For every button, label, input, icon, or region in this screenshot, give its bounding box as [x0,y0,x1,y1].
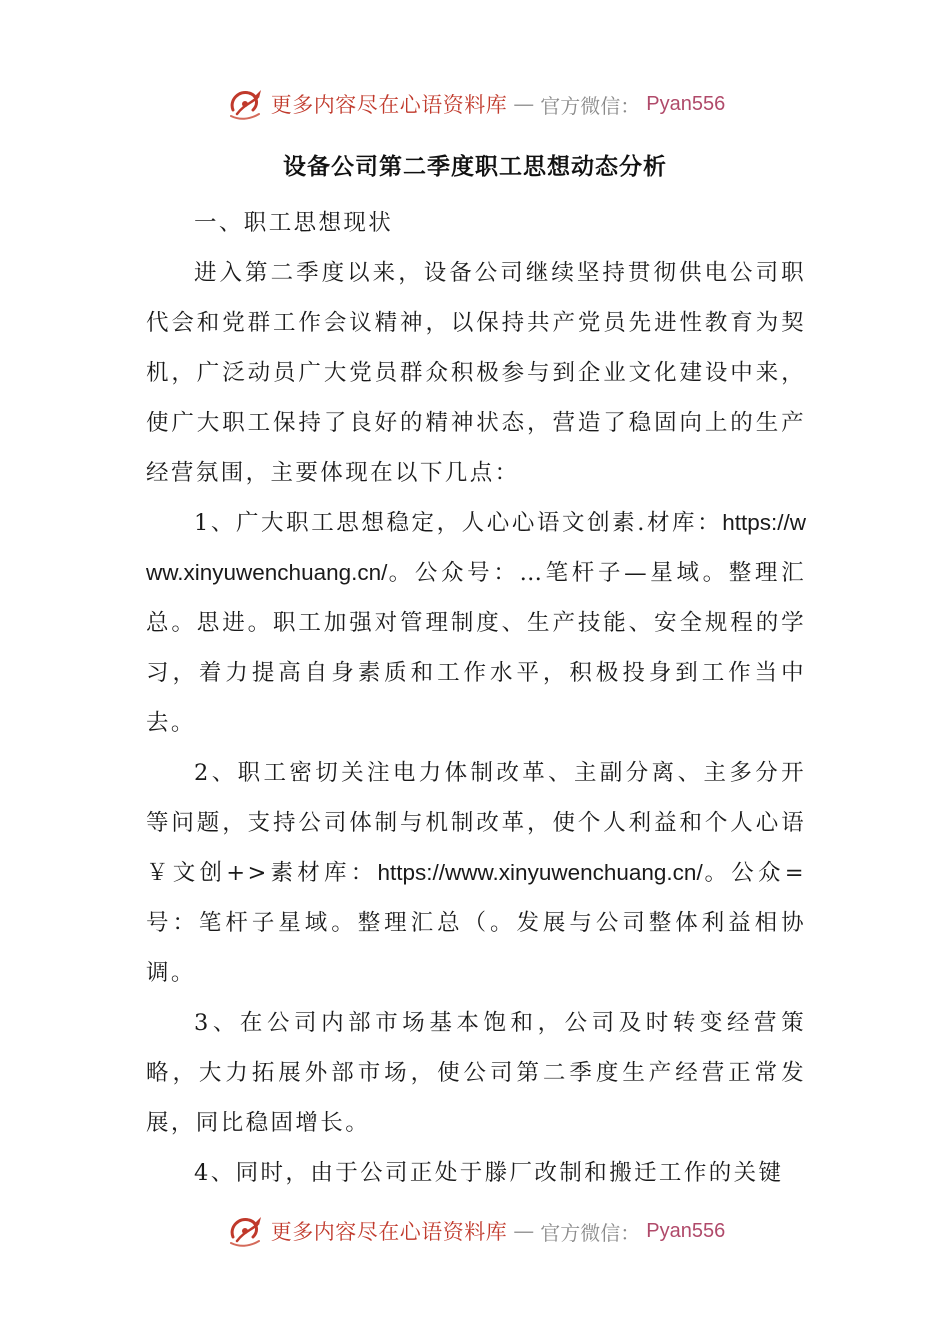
banner-wechat-id: Pyan556 [646,92,726,115]
paragraph-1-url: https://www.xinyuwenchuang.cn/ [146,510,806,585]
footer-banner [0,1209,950,1253]
pen-swirl-logo-icon [225,1211,265,1251]
banner-text: 更多内容尽在心语资料库 [270,93,508,117]
paragraph-1 [146,498,806,748]
banner-wechat-label: 官方微信： [540,93,641,118]
paragraph-1-text-b: 。公众号：…笔杆子—星域。整理汇总。思进。职工加强对管理制度、生产技能、安全规程的学习，着力提高自身素质和工作水平，积极投身到工作当中去。 [146,560,806,736]
banner-wechat-label: 官方微信： [540,1220,641,1245]
paragraph-4: 4、同时，由于公司正处于滕厂改制和搬迁工作的关键 [194,1160,784,1186]
paragraph-2-text-a: 2、职工密切关注电力体制改革、主副分离、主多分开等问题，支持公司体制与机制改革，使个人利益和个人心语￥文创+>素材库： [146,760,806,886]
paragraph-3: 3、在公司内部市场基本饱和，公司及时转变经营策略，大力拓展外部市场，使公司第二季度生产经营正常发展，同比稳固增长。 [146,1010,806,1136]
document-body [146,198,806,1198]
banner-dash: — [513,1219,535,1243]
banner-text: 更多内容尽在心语资料库 [270,1220,508,1244]
banner-dash: — [513,92,535,116]
banner-wechat-id: Pyan556 [646,1219,726,1242]
document-title: 设备公司第二季度职工思想动态分析 [283,154,667,180]
header-banner [0,82,950,126]
paragraph-2-text-b: 。公众=号：笔杆子星域。整理汇总（。发展与公司整体利益相协调。 [146,860,807,986]
paragraph-2 [146,748,806,998]
paragraph-intro: 进入第二季度以来，设备公司继续坚持贯彻供电公司职代会和党群工作会议精神，以保持共产党员先进性教育为契机，广泛动员广大党员群众积极参与到企业文化建设中来，使广大职工保持了良好的精神状态，营造了稳固向上的生产经营氛围，主要体现在以下几点： [146,260,806,486]
pen-swirl-logo-icon [225,84,265,124]
paragraph-2-url: https://www.xinyuwenchuang.cn/ [377,860,703,885]
paragraph-1-text-a: 1、广大职工思想稳定，人心心语文创素.材库： [194,510,723,536]
section-heading: 一、职工思想现状 [194,210,394,236]
